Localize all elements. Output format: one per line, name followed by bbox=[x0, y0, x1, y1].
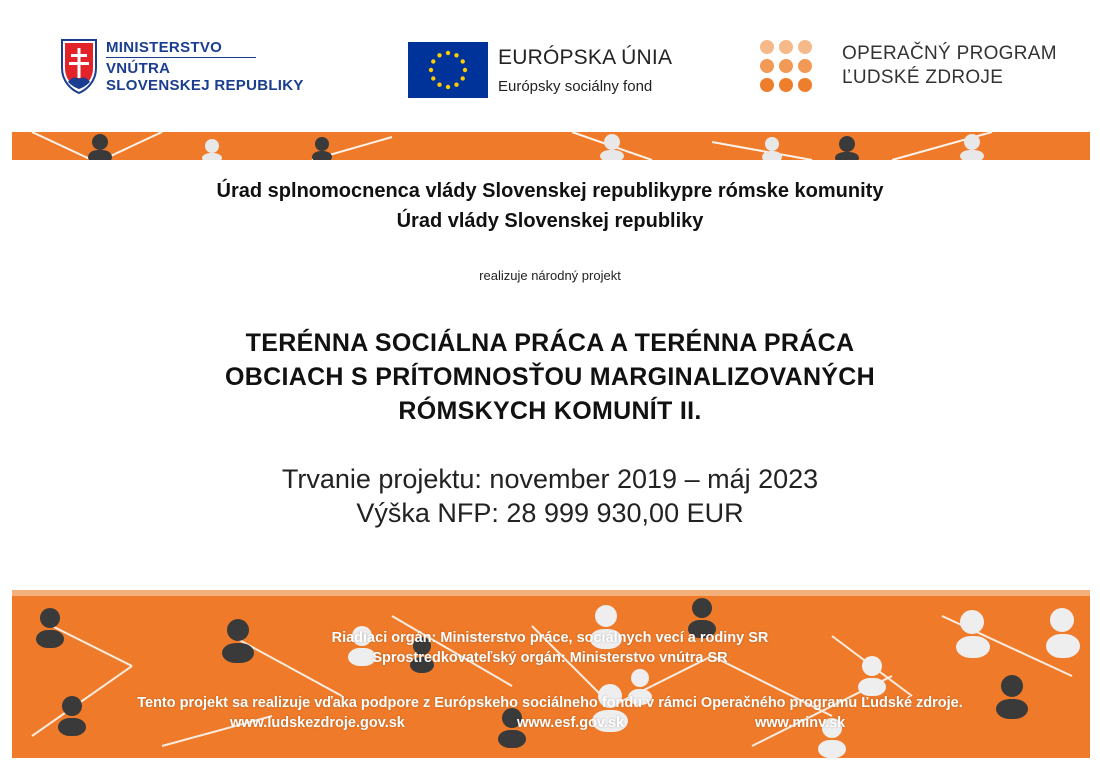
eu-star-icon bbox=[446, 51, 450, 55]
footer-authorities bbox=[0, 628, 1100, 668]
op-logo bbox=[760, 40, 1057, 92]
eu-star-icon bbox=[446, 85, 450, 89]
op-line2: ĽUDSKÉ ZDROJE bbox=[842, 67, 1004, 88]
project-details bbox=[0, 462, 1100, 530]
eu-flag-icon bbox=[408, 42, 488, 98]
project-title-line1: TERÉNNA SOCIÁLNA PRÁCA A TERÉNNA PRÁCA bbox=[245, 329, 855, 357]
project-title bbox=[0, 326, 1100, 428]
ministry-line1: MINISTERSTVO bbox=[106, 38, 223, 56]
eu-star-icon bbox=[431, 59, 435, 63]
eu-star-icon bbox=[454, 53, 458, 57]
eu-star-icon bbox=[431, 76, 435, 80]
eu-logo bbox=[408, 42, 672, 98]
ministry-line3: SLOVENSKEJ REPUBLIKY bbox=[106, 76, 304, 94]
project-title-line2: OBCIACH S PRÍTOMNOSŤOU MARGINALIZOVANÝCH bbox=[225, 363, 875, 391]
office-line1: Úrad splnomocnenca vlády Slovenskej republikypre rómske komunity bbox=[216, 180, 884, 202]
office-line2: Úrad vlády Slovenskej republiky bbox=[396, 210, 704, 232]
office-block bbox=[0, 176, 1100, 236]
slovak-coat-of-arms-icon bbox=[60, 38, 98, 94]
footer-managing-authority: Riadiaci orgán: Ministerstvo práce, sociálnych vecí a rodiny SR bbox=[331, 630, 769, 646]
link-minv[interactable]: www.minv.sk bbox=[755, 715, 846, 731]
ministry-logo bbox=[60, 38, 304, 94]
eu-star-icon bbox=[454, 83, 458, 87]
op-line1: OPERAČNÝ PROGRAM bbox=[842, 43, 1057, 64]
link-ludskezdroje[interactable]: www.ludskezdroje.gov.sk bbox=[230, 715, 405, 731]
footer-intermediate-body: Sprostredkovateľský orgán: Ministerstvo vnútra SR bbox=[372, 650, 728, 666]
eu-star-icon bbox=[461, 76, 465, 80]
eu-subtitle: Európsky sociálny fond bbox=[498, 77, 653, 95]
project-duration: Trvanie projektu: november 2019 – máj 2023 bbox=[281, 464, 819, 494]
eu-star-icon bbox=[461, 59, 465, 63]
realizuje-text: realizuje národný projekt bbox=[479, 268, 621, 283]
ministry-line2: VNÚTRA bbox=[106, 59, 171, 77]
eu-star-icon bbox=[463, 68, 467, 72]
eu-star-icon bbox=[429, 68, 433, 72]
project-amount: Výška NFP: 28 999 930,00 EUR bbox=[356, 498, 744, 528]
project-title-line3: RÓMSKYCH KOMUNÍT II. bbox=[398, 397, 702, 425]
op-dots-icon bbox=[760, 40, 812, 92]
footer-links bbox=[0, 715, 1100, 735]
footer-support-note: Tento projekt sa realizuje vďaka podpore z Európskeho sociálneho fondu v rámci Operačného programu Ľudské zdroje. bbox=[137, 695, 963, 711]
eu-star-icon bbox=[437, 83, 441, 87]
top-decor-band bbox=[12, 132, 1090, 160]
link-esf[interactable]: www.esf.gov.sk bbox=[517, 715, 625, 731]
eu-title: EURÓPSKA ÚNIA bbox=[498, 45, 673, 69]
eu-star-icon bbox=[437, 53, 441, 57]
logo-header bbox=[0, 0, 1100, 130]
